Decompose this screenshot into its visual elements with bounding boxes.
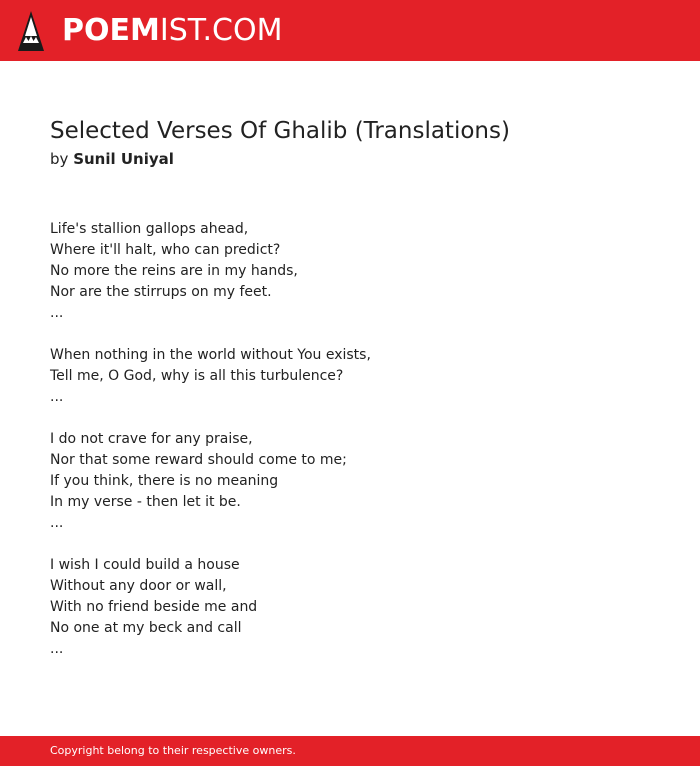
poem-line: ... (50, 641, 64, 657)
logo-text-light: IST.COM (159, 13, 283, 48)
logo-text-bold: POEM (62, 13, 160, 48)
poem-line: If you think, there is no meaning (50, 473, 279, 489)
footer-bar (0, 736, 700, 766)
poem-line: Nor are the stirrups on my feet. (50, 284, 272, 300)
site-logo[interactable] (62, 11, 282, 51)
poem-line: Where it'll halt, who can predict? (50, 242, 281, 258)
by-label: by (50, 150, 69, 168)
pencil-logo-icon[interactable] (17, 10, 45, 52)
author-name: Sunil Uniyal (73, 150, 174, 168)
poem-line: ... (50, 515, 64, 531)
poem-line: No more the reins are in my hands, (50, 263, 298, 279)
poem-line: ... (50, 305, 64, 321)
poem-stanza-break (50, 408, 650, 429)
header-bar (0, 0, 700, 61)
poem-line: When nothing in the world without You exists, (50, 347, 371, 363)
poem-line: Life's stallion gallops ahead, (50, 221, 249, 237)
poem-line: No one at my beck and call (50, 620, 242, 636)
poem-line: In my verse - then let it be. (50, 494, 241, 510)
poem-stanza-break (50, 324, 650, 345)
poem-line: With no friend beside me and (50, 599, 258, 615)
copyright-text: Copyright belong to their respective owners. (50, 744, 296, 757)
poem-line: I do not crave for any praise, (50, 431, 253, 447)
poem-title: Selected Verses Of Ghalib (Translations) (50, 118, 510, 144)
poem-line: I wish I could build a house (50, 557, 240, 573)
poem-line: ... (50, 389, 64, 405)
byline (50, 149, 174, 169)
poem-line: Nor that some reward should come to me; (50, 452, 347, 468)
poem-line: Tell me, O God, why is all this turbulence? (50, 368, 344, 384)
poem-body (50, 219, 650, 660)
poem-line: Without any door or wall, (50, 578, 227, 594)
poem-stanza-break (50, 534, 650, 555)
